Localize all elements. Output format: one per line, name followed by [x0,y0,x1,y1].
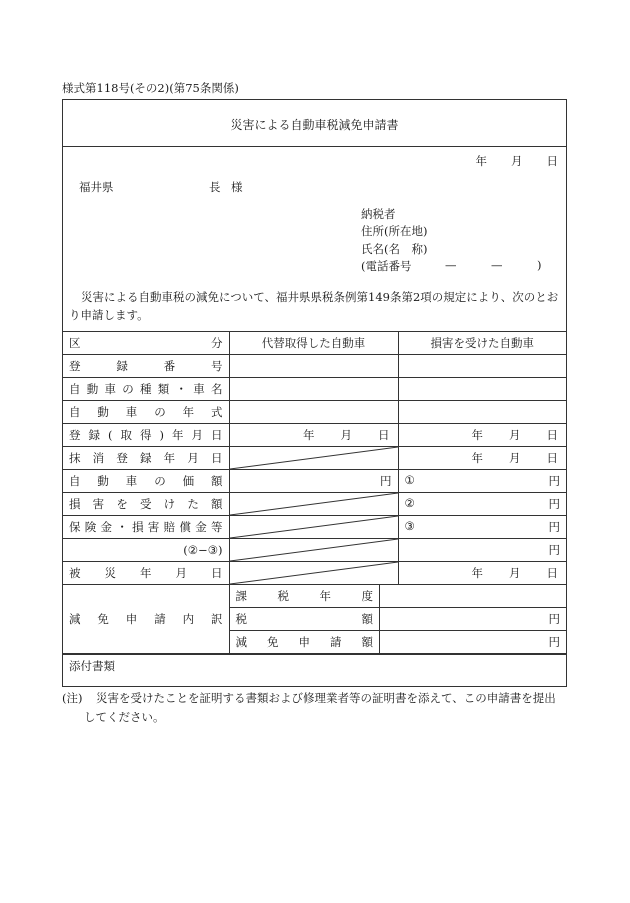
header-damaged-vehicle: 損害を受けた自動車 [398,332,566,355]
table-row [63,516,566,539]
addressee [79,179,243,195]
void-slash [230,562,398,584]
form-reference: 様式第118号(その2)(第75条関係) [62,81,239,95]
circled-2: ② [404,496,415,510]
ymd-year: 年 [303,428,315,442]
cell-insurance-replacement-void [229,516,398,539]
taxpayer-address-field[interactable]: 住所(所在地) [361,224,428,238]
request-amount-field[interactable]: 円 [380,631,567,654]
footnote-line-1 [62,689,567,708]
table-header-row [63,332,566,355]
table-row [63,447,566,470]
table-row [63,401,566,424]
attachments-label: 添付書類 [69,659,115,673]
table-row [63,539,566,562]
tax-amount-label: 税額 [230,608,380,631]
cell-diff-damaged[interactable]: 円 [398,539,566,562]
row-label-model-year: 自動車の年式 [63,401,229,424]
yen-unit: 円 [548,497,560,511]
row-label-reg-number: 登録番号 [63,355,229,378]
ymd-year: 年 [471,451,483,465]
taxpayer-label: 納税者 [361,207,396,221]
cell-reg-date-damaged[interactable] [398,424,566,447]
reduction-row [63,585,566,654]
row-label-value: 自動車の価額 [63,470,229,493]
table-row [63,424,566,447]
cell-insurance-damaged[interactable] [398,516,566,539]
ymd-month: 月 [340,428,352,442]
cell-disaster-date-damaged[interactable] [398,562,566,585]
circled-1: ① [404,473,415,487]
cell-reg-number-replacement[interactable] [229,355,398,378]
void-slash [230,493,398,515]
title-row [63,100,566,147]
footnote-text-1: 災害を受けたことを証明する書類および修理業者等の証明書を添えて、この申請書を提出 [96,691,556,705]
tax-year-label: 課税年度 [230,585,380,608]
table-row [63,562,566,585]
application-form [62,99,567,687]
ymd-month: 月 [509,451,521,465]
ymd-day: 日 [546,566,558,580]
ymd-year: 年 [471,428,483,442]
taxpayer-phone-field[interactable] [361,258,542,274]
cell-value-replacement[interactable]: 円 [229,470,398,493]
vehicle-table [63,332,566,654]
row-label-vehicle-type: 自動車の種類・車名 [63,378,229,401]
row-label-insurance: 保険金・損害賠償金等 [63,516,229,539]
table-row [63,470,566,493]
table-row [63,493,566,516]
cell-disaster-date-replacement-void [229,562,398,585]
phone-dash-2: — [491,258,503,272]
cell-damage-replacement-void [229,493,398,516]
row-label-disaster-date: 被災年月日 [63,562,229,585]
reduction-breakdown [229,585,566,654]
footnote-label: (注) [62,691,83,705]
date-year: 年 [475,154,487,168]
cell-model-year-damaged[interactable] [398,401,566,424]
date-month: 月 [511,154,523,168]
ymd-month: 月 [509,566,521,580]
cell-value-damaged[interactable] [398,470,566,493]
cell-vehicle-type-replacement[interactable] [229,378,398,401]
attachments-field[interactable] [63,654,566,686]
cell-reg-number-damaged[interactable] [398,355,566,378]
phone-dash-1: — [445,258,457,272]
ymd-day: 日 [546,451,558,465]
cell-cancel-date-replacement-void [229,447,398,470]
phone-close: ) [537,258,542,272]
cell-cancel-date-damaged[interactable] [398,447,566,470]
ymd-month: 月 [509,428,521,442]
yen-unit: 円 [548,520,560,534]
application-date[interactable] [476,153,559,169]
header-category [63,332,229,355]
row-label-diff: (②−③) [63,539,229,562]
addressee-chief: 長 [209,180,221,194]
yen-unit: 円 [548,474,560,488]
cell-model-year-replacement[interactable] [229,401,398,424]
ymd-year: 年 [471,566,483,580]
reduction-label: 減免申請内訳 [63,585,229,654]
reduction-subtable [230,585,567,653]
footnote-line-2: してください。 [84,710,165,724]
circled-3: ③ [404,519,415,533]
void-slash [230,447,398,469]
header-category-right: 分 [211,336,223,350]
header-category-left: 区 [69,336,81,350]
table-row [63,355,566,378]
ymd-day: 日 [378,428,390,442]
ymd-day: 日 [546,428,558,442]
addressee-prefecture: 福井県 [79,180,114,194]
void-slash [230,539,398,561]
row-label-damage: 損害を受けた額 [63,493,229,516]
form-title: 災害による自動車税減免申請書 [230,118,399,132]
cell-damage-damaged[interactable] [398,493,566,516]
cell-vehicle-type-damaged[interactable] [398,378,566,401]
date-day: 日 [546,154,558,168]
header-replacement-vehicle: 代替取得した自動車 [229,332,398,355]
tax-amount-field[interactable]: 円 [380,608,567,631]
request-statement: 災害による自動車税の減免について、福井県県税条例第149条第2項の規定により、次のとおり申請します。 [69,290,559,322]
cell-reg-date-replacement[interactable] [229,424,398,447]
applicant-block [63,147,566,332]
void-slash [230,516,398,538]
row-label-cancel-date: 抹消登録年月日 [63,447,229,470]
table-row [63,378,566,401]
request-amount-label: 減免申請額 [230,631,380,654]
addressee-honorific: 様 [231,180,243,194]
row-label-reg-date: 登録(取得)年月日 [63,424,229,447]
footnote [62,689,567,727]
phone-label: (電話番号 [361,259,412,273]
cell-diff-replacement-void [229,539,398,562]
taxpayer-name-field[interactable]: 氏名(名 称) [361,242,428,256]
tax-year-field[interactable] [380,585,567,608]
